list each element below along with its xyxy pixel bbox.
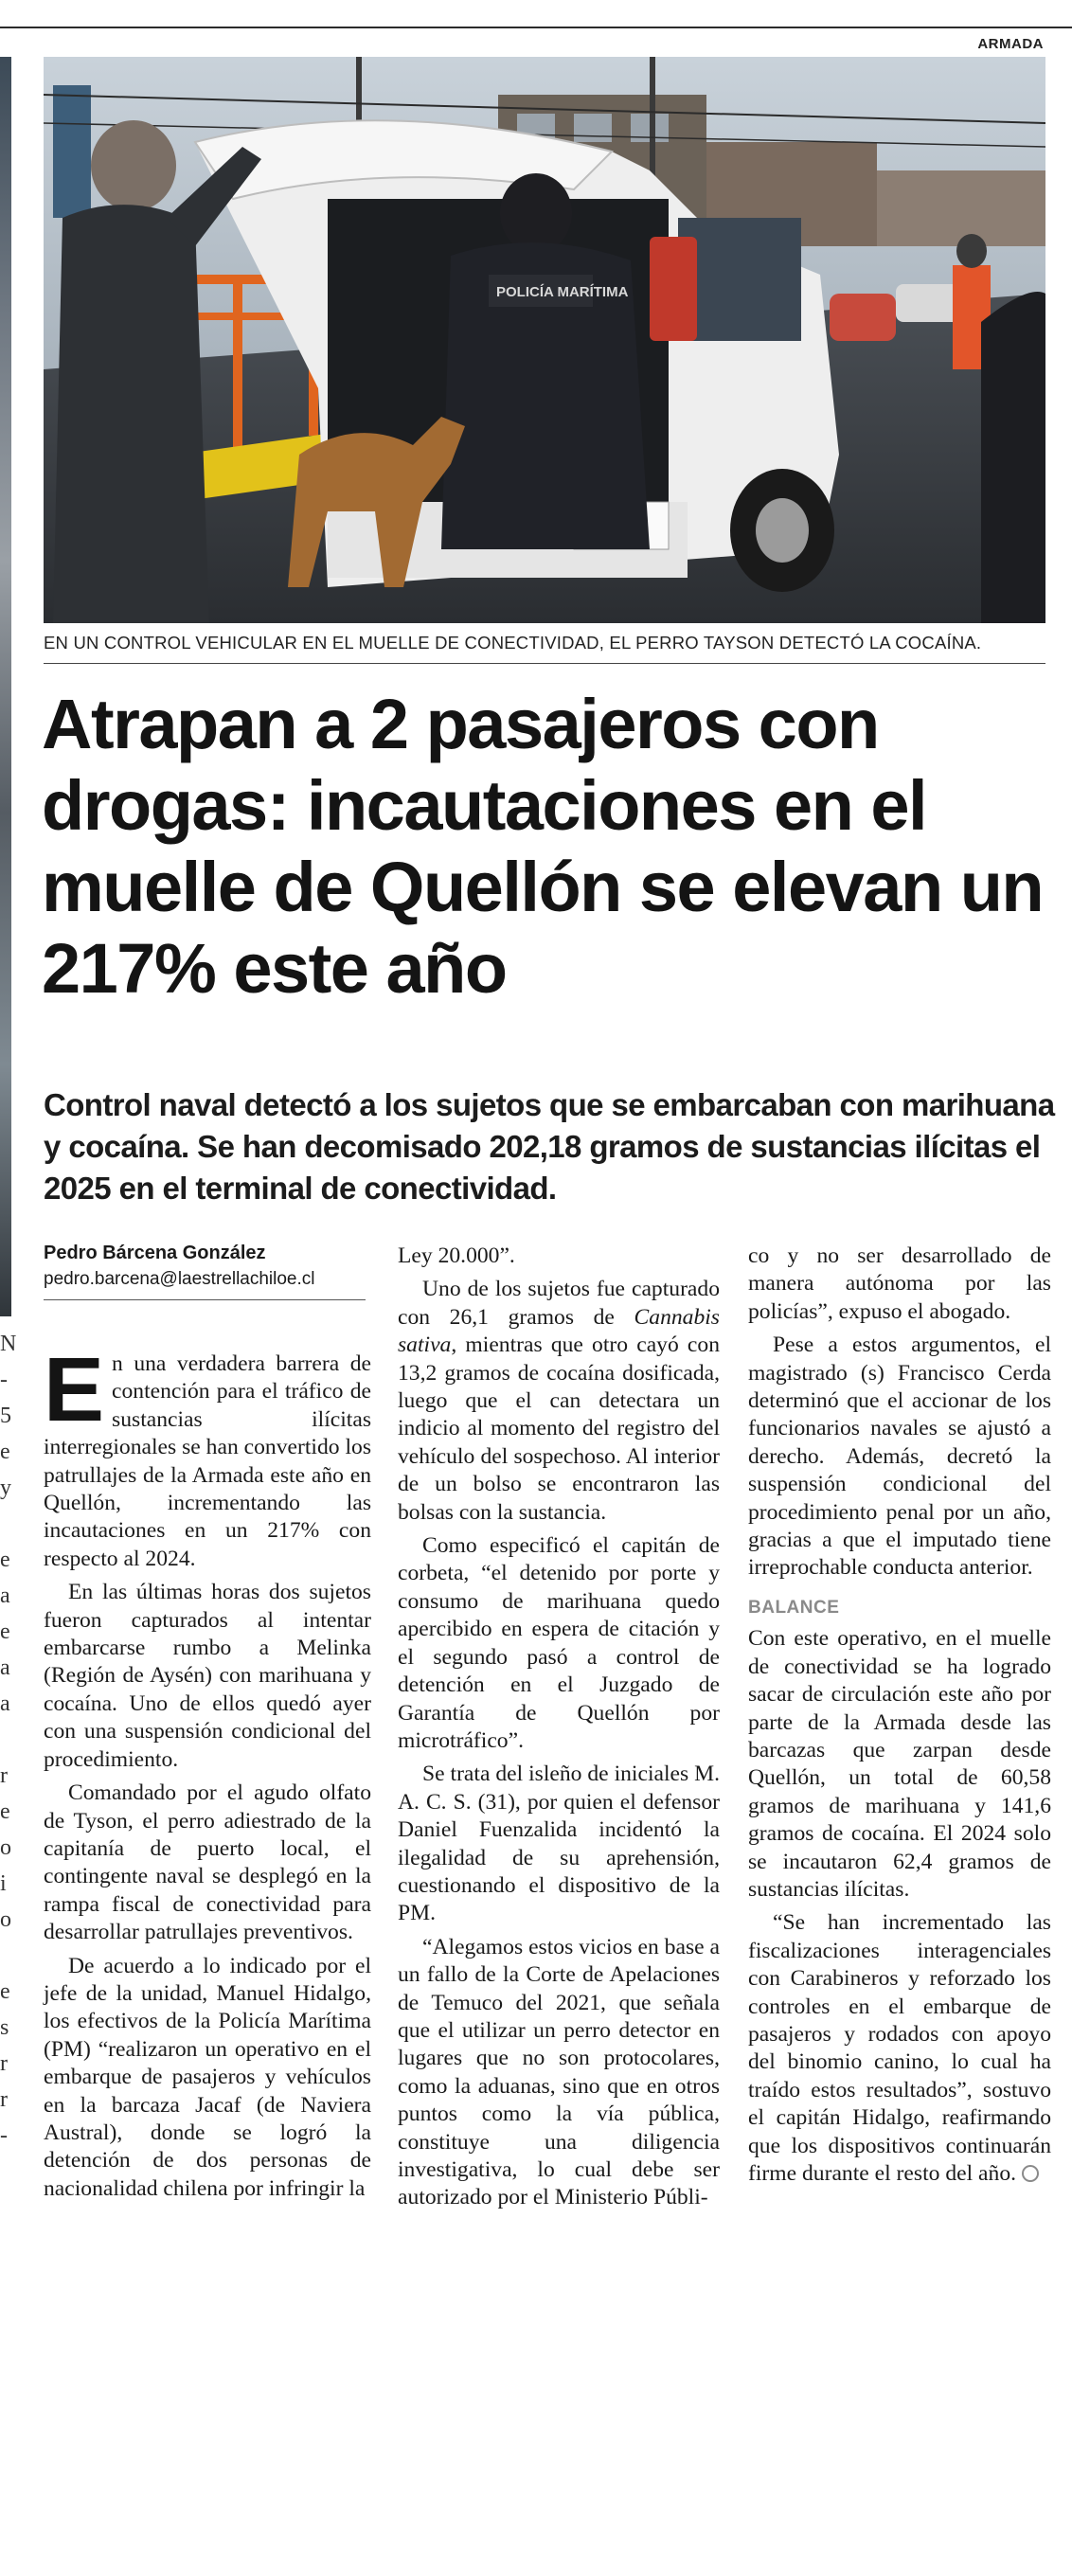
edge-fragment: r bbox=[0, 1763, 8, 1788]
caption-rule bbox=[44, 663, 1045, 664]
edge-fragment: r bbox=[0, 2051, 8, 2076]
edge-fragment bbox=[0, 1506, 13, 1542]
drop-cap: E bbox=[44, 1339, 105, 1440]
edge-fragment: e bbox=[0, 1547, 10, 1572]
body-paragraph: Como especificó el capitán de corbeta, “el detenido por porte y consumo de marihuana quedo apercibido en espera de citación y el segundo pasó a control de detención en el Juzgado de Garantía de Quellón por microtráfico”. bbox=[398, 1533, 720, 1753]
edge-fragment: 5 bbox=[0, 1404, 11, 1428]
body-paragraph bbox=[398, 1276, 720, 1527]
body-paragraph: Ley 20.000”. bbox=[398, 1243, 515, 1268]
edge-fragment: r bbox=[0, 2087, 8, 2112]
edge-fragment: - bbox=[0, 1368, 8, 1392]
edge-fragment: o bbox=[0, 1835, 11, 1860]
body-paragraph: Pese a estos argumentos, el magistrado (s) Francisco Cerda determinó que el accionar de los funcionarios navales se ajustó a derecho. Además, decretó la suspensión condicional del procedimiento penal por un año, gracias a que el imputado tiene irreprochable conducta anterior. bbox=[748, 1333, 1051, 1581]
section-label: ARMADA bbox=[977, 36, 1044, 52]
photo-illustration bbox=[44, 57, 1045, 623]
photo-caption: EN UN CONTROL VEHICULAR EN EL MUELLE DE CONECTIVIDAD, EL PERRO TAYSON DETECTÓ LA COCAÍNA. bbox=[44, 633, 982, 653]
edge-fragment: y bbox=[0, 1476, 11, 1500]
adjacent-column-fragments bbox=[0, 1326, 17, 2154]
body-paragraph: Se trata del isleño de iniciales M. A. C. S. (31), por quien el defensor Daniel Fuenzalida incidentó la ilegalidad de su aprehensión, cuestionando el dispositivo de la PM. bbox=[398, 1762, 720, 1926]
edge-fragment: o bbox=[0, 1907, 11, 1932]
body-paragraph: “Alegamos estos vicios en base a un fallo de la Corte de Apelaciones de Temuco del 2021, que señala que el utilizar un perro detector en lugares que no son protocolares, como la aduanas, sino que en otros puntos como la vía pública, constituye una diligencia investigativa, lo cual debe ser autorizado por el Ministerio Públi- bbox=[398, 1934, 720, 2210]
edge-fragment: s bbox=[0, 2015, 9, 2040]
edge-fragment: a bbox=[0, 1583, 10, 1608]
article-photo bbox=[44, 57, 1045, 623]
end-of-article-icon bbox=[1022, 2165, 1039, 2182]
byline-name: Pedro Bárcena González bbox=[44, 1243, 266, 1263]
byline-email[interactable]: pedro.barcena@laestrellachiloe.cl bbox=[44, 1269, 315, 1289]
species-name: Cannabis sativa bbox=[398, 1304, 720, 1358]
vest-text: POLICÍA MARÍTIMA bbox=[496, 284, 629, 300]
body-column-3 bbox=[748, 1243, 1051, 2193]
deck-subheadline: Control naval detectó a los sujetos que se embarcaban con marihuana y cocaína. Se han decomisado 202,18 gramos de sustancias ilícitas el 2025 en el terminal de conectividad. bbox=[44, 1087, 1055, 1206]
paragraph-text: “Se han incrementado las fiscalizaciones interagenciales con Carabineros y reforzado los controles en el embarque de pasajeros y rodados con apoyo del binomio canino, lo cual ha traído estos resultados”, sostuvo el capitán Hidalgo, reafirmando que los dispositivos continuarán firme durante el resto del año. bbox=[748, 1910, 1051, 2186]
edge-fragment: - bbox=[0, 2123, 8, 2148]
edge-fragment: e bbox=[0, 1619, 10, 1644]
body-paragraph: Comandado por el agudo olfato de Tyson, el perro adiestrado de la capitanía de puerto local, el contingente naval se desplegó en la rampa fiscal de conectividad para desarrollar patrullajes preventivos. bbox=[44, 1780, 371, 1945]
edge-fragment: a bbox=[0, 1655, 10, 1680]
body-column-2 bbox=[398, 1243, 720, 2218]
paragraph-text: , mientras que otro cayó con 13,2 gramos de cocaína dosificada, luego que el can detectara un indicio al momento del registro del vehículo del sospechoso. Al interior de un bolso se encontraron las bolsas con la sustancia. bbox=[398, 1333, 720, 1525]
section-subhead: BALANCE bbox=[748, 1597, 840, 1618]
body-paragraph: De acuerdo a lo indicado por el jefe de la unidad, Manuel Hidalgo, los efectivos de la Policía Marítima (PM) “realizaron un operativo en el embarque de pasajeros y vehículos en la barcaza Jacaf (de Naviera Austral), donde se logró la detención de dos personas de nacionalidad chilena por infringir la bbox=[44, 1953, 371, 2201]
paragraph-text: n una verdadera barrera de contención para el tráfico de sustancias ilícitas interregionales se han convertido los patrullajes de la Armada este año en Quellón, incrementando las incautaciones en un 217% con respecto al 2024. bbox=[44, 1351, 371, 1571]
paragraph-text: Uno de los sujetos fue capturado con 26,1 gramos de bbox=[398, 1277, 720, 1330]
body-column-1 bbox=[44, 1339, 371, 2209]
edge-fragment: e bbox=[0, 1440, 10, 1464]
byline-rule bbox=[44, 1299, 366, 1300]
body-paragraph bbox=[44, 1339, 371, 1573]
edge-fragment bbox=[0, 1938, 13, 1974]
headline: Atrapan a 2 pasajeros con drogas: incautaciones en el muelle de Quellón se elevan un 217% este año bbox=[42, 685, 1044, 1008]
header-rule bbox=[0, 27, 1072, 28]
edge-fragment: N bbox=[0, 1332, 17, 1356]
edge-fragment bbox=[0, 1722, 13, 1758]
edge-fragment: e bbox=[0, 1799, 10, 1824]
edge-fragment: i bbox=[0, 1871, 7, 1896]
edge-fragment: a bbox=[0, 1691, 10, 1716]
adjacent-photo-edge bbox=[0, 57, 11, 1316]
body-paragraph bbox=[748, 1909, 1051, 2188]
edge-fragment: e bbox=[0, 1979, 10, 2004]
body-paragraph: co y no ser desarrollado de manera autónoma por las policías”, expuso el abogado. bbox=[748, 1243, 1051, 1324]
body-paragraph: En las últimas horas dos sujetos fueron capturados al intentar embarcarse rumbo a Melinka (Región de Aysén) con marihuana y cocaína. Uno de ellos quedó ayer con una suspensión condicional del procedimiento. bbox=[44, 1580, 371, 1772]
body-paragraph: Con este operativo, en el muelle de conectividad se ha logrado sacar de circulación este año por parte de la Armada desde las barcazas que zarpan desde Quellón, un total de 60,58 gramos de marihuana y 141,6 gramos de cocaína. El 2024 solo se incautaron 62,4 gramos de sustancias ilícitas. bbox=[748, 1626, 1051, 1902]
